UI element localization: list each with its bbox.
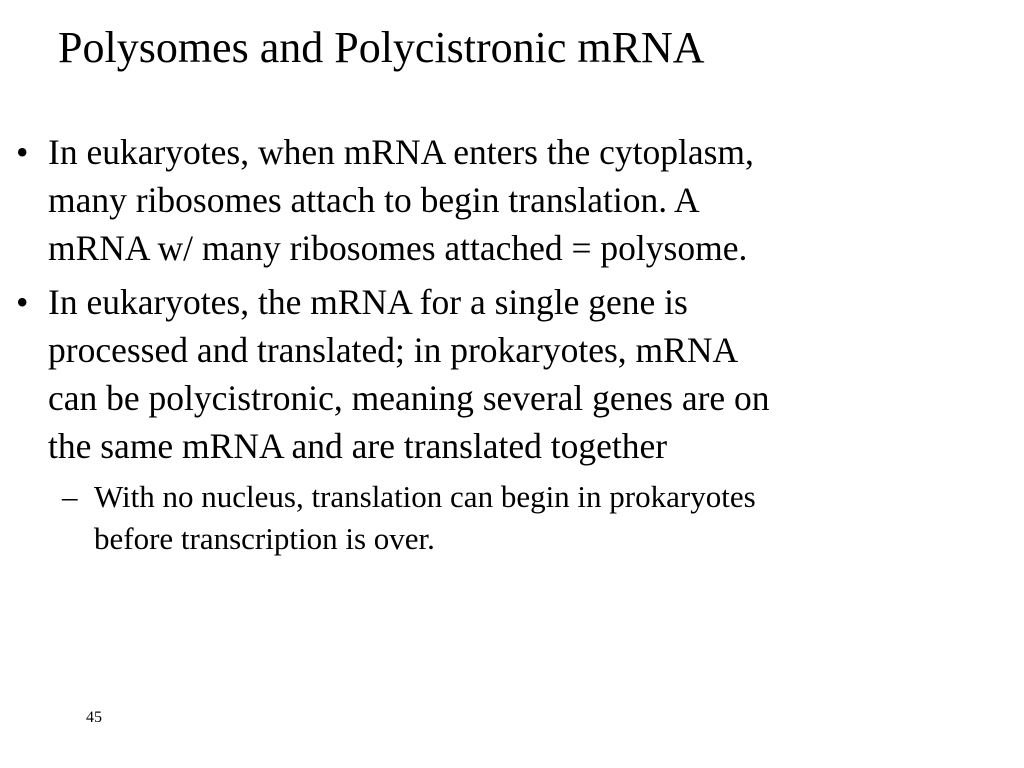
bullet-text-line: many ribosomes attach to begin translation. A	[48, 180, 700, 220]
bullet-item-polysomes	[0, 128, 1000, 272]
bullet-text-line: mRNA w/ many ribosomes attached = polysome.	[48, 228, 748, 268]
sub-bullet-marker: –	[62, 479, 78, 514]
sub-bullet-text-line: before transcription is over.	[94, 521, 435, 556]
slide-title: Polysomes and Polycistronic mRNA	[58, 23, 705, 72]
bullet-text-line: can be polycistronic, meaning several genes are on	[48, 378, 770, 418]
bullet-text-line: In eukaryotes, when mRNA enters the cytoplasm,	[48, 132, 754, 172]
bullet-item-polycistronic	[0, 278, 1000, 470]
bullet-text-line: In eukaryotes, the mRNA for a single gene is	[48, 282, 688, 322]
bullet-text-line: the same mRNA and are translated together	[48, 426, 668, 466]
sub-bullet-item-no-nucleus	[0, 476, 1000, 560]
sub-bullet-text-line: With no nucleus, translation can begin in prokaryotes	[94, 479, 756, 514]
page-number: 45	[86, 709, 102, 726]
bullet-marker: •	[16, 282, 29, 322]
bullet-text-line: processed and translated; in prokaryotes, mRNA	[48, 330, 739, 370]
bullet-marker: •	[16, 132, 29, 172]
bullet-list	[0, 128, 1000, 560]
